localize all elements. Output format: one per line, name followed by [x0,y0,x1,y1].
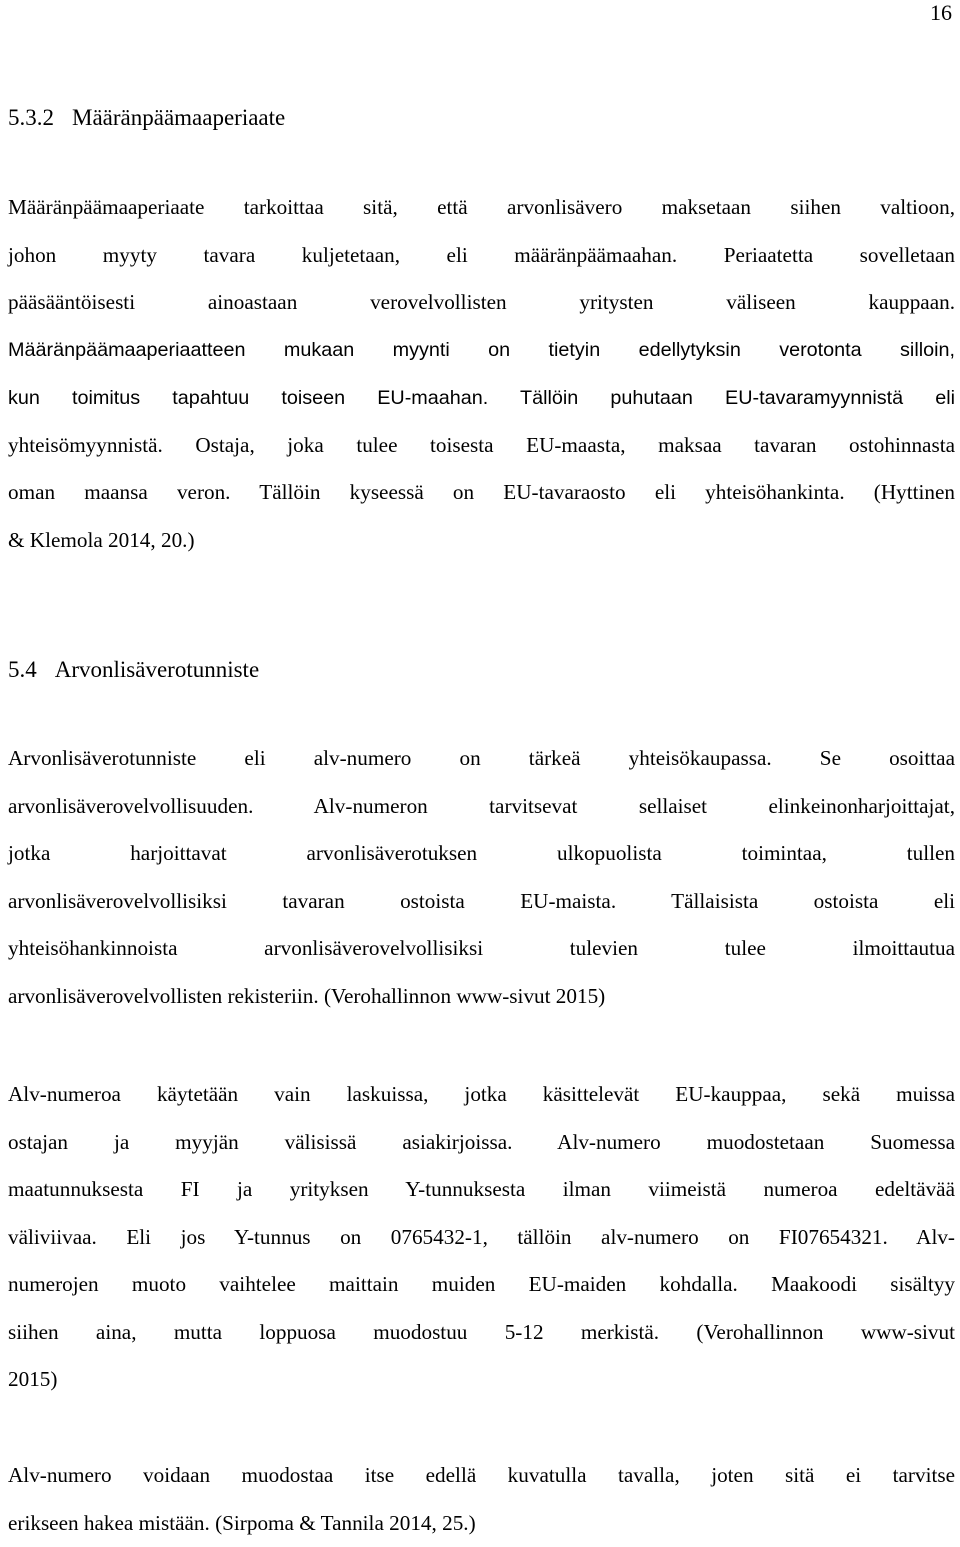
text-line: erikseen hakea mistään. (Sirpoma & Tannila 2014, 25.) [8,1500,955,1547]
text-line: siihen aina, mutta loppuosa muodostuu 5-12 merkistä. (Verohallinnon www-sivut [8,1309,955,1357]
section-heading-5-3-2 [8,103,285,133]
paragraph-destination-principle [8,184,955,564]
paragraph-vat-identifier [8,735,955,1020]
text-span: kun toimitus tapahtuu toiseen EU-maahan. Tällöin puhutaan EU-tavaramyynnistä eli [8,387,955,409]
text-line: yhteisömyynnistä. Ostaja, joka tulee toisesta EU-maasta, maksaa tavaran ostohinnasta [8,422,955,470]
text-line: Alv-numero voidaan muodostaa itse edellä kuvatulla tavalla, joten sitä ei tarvitse [8,1452,955,1500]
text-line: johon myyty tavara kuljetetaan, eli määränpäämaahan. Periaatetta sovelletaan [8,232,955,280]
section-title: Arvonlisäverotunniste [55,657,259,682]
text-line: Alv-numeroa käytetään vain laskuissa, jotka käsittelevät EU-kauppaa, sekä muissa [8,1071,955,1119]
paragraph-vat-number-usage [8,1071,955,1404]
section-number: 5.3.2 [8,103,54,133]
text-line: arvonlisäverovelvollisten rekisteriin. (Verohallinnon www-sivut 2015) [8,973,955,1021]
text-line [8,374,955,422]
section-number: 5.4 [8,655,37,685]
text-line: & Klemola 2014, 20.) [8,517,955,565]
text-line: Määränpäämaaperiaate tarkoittaa sitä, että arvonlisävero maksetaan siihen valtioon, [8,184,955,232]
paragraph-vat-number-formation [8,1452,955,1547]
text-line: jotka harjoittavat arvonlisäverotuksen ulkopuolista toimintaa, tullen [8,830,955,878]
section-title: Määränpäämaaperiaate [72,105,285,130]
section-heading-5-4 [8,655,259,685]
text-line: oman maansa veron. Tällöin kyseessä on EU-tavaraosto eli yhteisöhankinta. (Hyttinen [8,469,955,517]
text-line: arvonlisäverovelvollisuuden. Alv-numeron tarvitsevat sellaiset elinkeinonharjoittajat, [8,783,955,831]
text-line: ostajan ja myyjän välisissä asiakirjoissa. Alv-numero muodostetaan Suomessa [8,1119,955,1167]
page-number: 16 [930,0,952,26]
text-line: pääsääntöisesti ainoastaan verovelvollisten yritysten väliseen kauppaan. [8,279,955,327]
text-line: maatunnuksesta FI ja yrityksen Y-tunnuksesta ilman viimeistä numeroa edeltävää [8,1166,955,1214]
text-line: Arvonlisäverotunniste eli alv-numero on tärkeä yhteisökaupassa. Se osoittaa [8,735,955,783]
text-line: Määränpäämaaperiaatteen mukaan myynti on tietyin edellytyksin verotonta silloin, [8,327,955,375]
text-line: yhteisöhankinnoista arvonlisäverovelvollisiksi tulevien tulee ilmoittautua [8,925,955,973]
text-line: numerojen muoto vaihtelee maittain muiden EU-maiden kohdalla. Maakoodi sisältyy [8,1261,955,1309]
text-line: 2015) [8,1356,955,1404]
text-line: arvonlisäverovelvollisiksi tavaran ostoista EU-maista. Tällaisista ostoista eli [8,878,955,926]
text-line: väliviivaa. Eli jos Y-tunnus on 0765432-1, tällöin alv-numero on FI07654321. Alv- [8,1214,955,1262]
